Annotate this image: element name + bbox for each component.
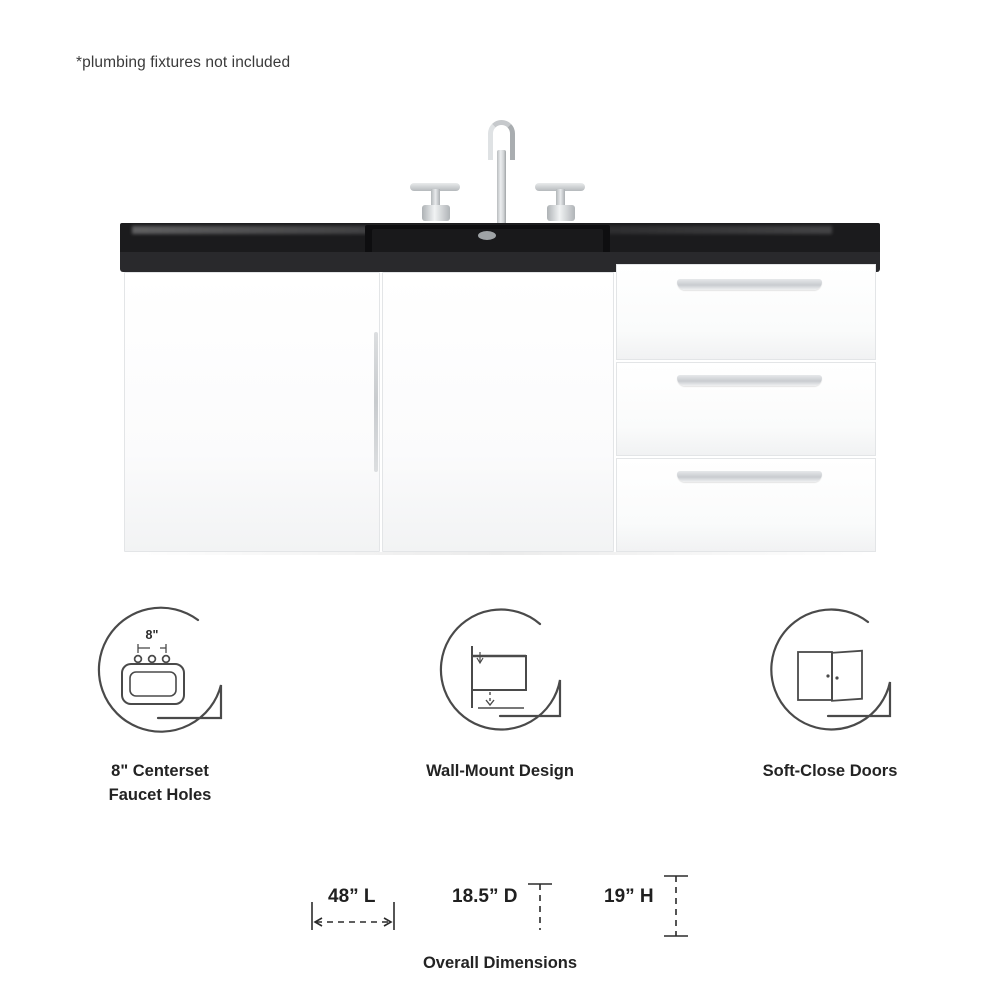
overall-dimensions-caption: Overall Dimensions — [422, 954, 578, 972]
faucet-handle-right — [535, 183, 587, 225]
faucet-spout-icon — [488, 120, 514, 230]
dimension-values-row — [0, 868, 1000, 940]
door-handle — [374, 332, 378, 472]
soft-close-doors-icon — [758, 600, 902, 744]
handle-base — [422, 205, 450, 221]
sink-drain-icon — [478, 231, 496, 240]
vanity-product-image — [120, 105, 880, 565]
feature-caption-line1: Soft-Close Doors — [762, 762, 898, 780]
cabinet-door-right — [382, 272, 614, 552]
cabinet-body — [124, 272, 876, 552]
centerset-faucet-holes-icon — [88, 600, 232, 744]
faucet-handle-left — [410, 183, 462, 225]
feature-caption-line1: Wall-Mount Design — [426, 762, 574, 780]
feature-caption — [10, 760, 310, 808]
handle-base — [547, 205, 575, 221]
drawer-pull-icon — [677, 375, 822, 386]
feature-caption-line1: 8" Centerset — [111, 762, 209, 780]
cabinet-door-left — [124, 272, 380, 552]
dimension-length-label: 48” L — [328, 886, 376, 907]
feature-caption — [350, 760, 650, 784]
drawer-top — [616, 264, 876, 360]
feature-list — [0, 600, 1000, 850]
feature-item-soft-close-doors — [680, 600, 980, 784]
dimension-height-label: 19” H — [604, 886, 654, 907]
cabinet-shadow — [120, 552, 872, 555]
svg-text:8": 8" — [145, 628, 159, 642]
drawer-bottom — [616, 458, 876, 552]
overall-dimensions-block — [0, 868, 1000, 972]
faucet-stem — [497, 150, 506, 230]
drawer-middle — [616, 362, 876, 456]
drawer-pull-icon — [677, 279, 822, 290]
dimension-measure-lines — [0, 868, 1000, 948]
wall-mount-design-icon — [428, 600, 572, 744]
feature-item-centerset-faucet-holes — [10, 600, 310, 808]
feature-caption — [680, 760, 980, 784]
feature-caption-line2: Faucet Holes — [108, 785, 212, 804]
drawer-pull-icon — [677, 471, 822, 482]
disclaimer-text: *plumbing fixtures not included — [76, 54, 291, 71]
dimension-depth-label: 18.5” D — [452, 886, 518, 907]
feature-item-wall-mount-design — [350, 600, 650, 784]
